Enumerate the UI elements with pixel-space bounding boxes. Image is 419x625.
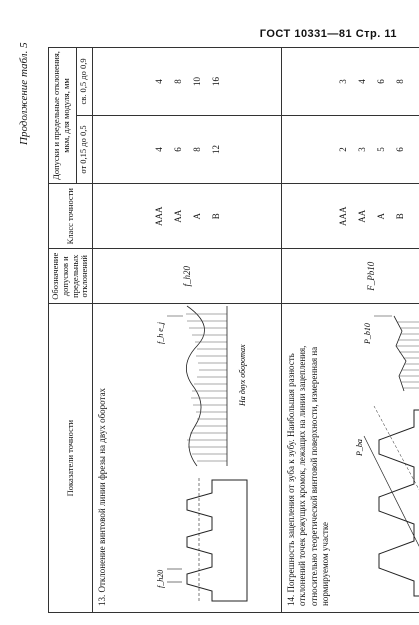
table-row xyxy=(282,48,419,613)
header-module-range-2: св. 0,5 до 0,9 xyxy=(76,48,93,116)
accuracy-class-value: А xyxy=(191,212,202,220)
designation-cell: f_h20 xyxy=(93,249,282,304)
sketch-label: f_h e_j xyxy=(156,322,166,344)
tolerance-value: 3 xyxy=(356,147,367,152)
tolerance-value: 6 xyxy=(172,147,183,152)
table-row xyxy=(93,48,282,613)
page-header: ГОСТ 10331—81 Стр. 11 xyxy=(259,28,397,40)
tolerance-value: 3 xyxy=(337,79,348,84)
sketch-label: P_ba xyxy=(355,439,365,456)
designation-cell: F_Pb10 xyxy=(282,249,419,304)
mesh-error-sketch xyxy=(344,296,419,606)
sketch-label: P_b10 xyxy=(363,323,373,344)
header-tolerances: Допуски и предельные отклонения, мкм, для модуля, мм xyxy=(49,48,77,184)
sketch-label: f_h20 xyxy=(156,569,166,588)
tolerance-cell-range-2 xyxy=(93,48,282,116)
sketch-label: На двух оборотах xyxy=(238,344,248,406)
tolerance-value: 16 xyxy=(210,76,221,86)
indicator-text: 13. Отклонение винтовой линии фрезы на двух оборотах xyxy=(97,387,108,606)
tolerance-value: 4 xyxy=(153,147,164,152)
tolerance-value: 8 xyxy=(191,147,202,152)
indicator-text: 14. Погрешность зацепления от зуба к зубу. Наибольшая разность отклонений точек режущих кромок, лежащих на линии зацепления, относительно теоретической винтовой поверхности, измеренная на нормируемом участке xyxy=(286,345,330,606)
tolerance-cell-range-1 xyxy=(282,115,419,183)
header-accuracy-class: Класс точности xyxy=(49,184,93,249)
tolerance-cell-range-1 xyxy=(93,115,282,183)
accuracy-class-cell xyxy=(93,184,282,249)
tolerance-value: 2 xyxy=(337,147,348,152)
indicator-cell xyxy=(93,304,282,613)
accuracy-class-value: В xyxy=(394,213,405,220)
tolerance-value: 5 xyxy=(375,147,386,152)
helix-deviation-sketch xyxy=(127,296,267,606)
tolerance-value: 12 xyxy=(210,145,221,155)
accuracy-class-value: АА xyxy=(172,209,183,223)
header-module-range-1: от 0,15 до 0,5 xyxy=(76,115,93,183)
tolerance-value: 10 xyxy=(191,76,202,86)
accuracy-class-value: ААА xyxy=(337,206,348,226)
header-designation: Обозначение допусков и предельных отклонений xyxy=(49,249,93,304)
tolerance-value: 8 xyxy=(394,79,405,84)
tolerance-cell-range-2 xyxy=(282,48,419,116)
tolerance-table xyxy=(48,47,419,613)
tolerance-value: 4 xyxy=(356,79,367,84)
accuracy-class-value: В xyxy=(210,213,221,220)
accuracy-class-value: АА xyxy=(356,209,367,223)
tolerance-value: 6 xyxy=(375,79,386,84)
table-continuation-title: Продолжение табл. 5 xyxy=(18,42,30,145)
header-indicator: Показатели точности xyxy=(49,304,93,613)
indicator-cell xyxy=(282,304,419,613)
accuracy-class-cell xyxy=(282,184,419,249)
tolerance-value: 4 xyxy=(153,79,164,84)
tolerance-value: 6 xyxy=(394,147,405,152)
accuracy-class-value: ААА xyxy=(153,206,164,226)
tolerance-value: 8 xyxy=(172,79,183,84)
accuracy-class-value: А xyxy=(375,212,386,220)
